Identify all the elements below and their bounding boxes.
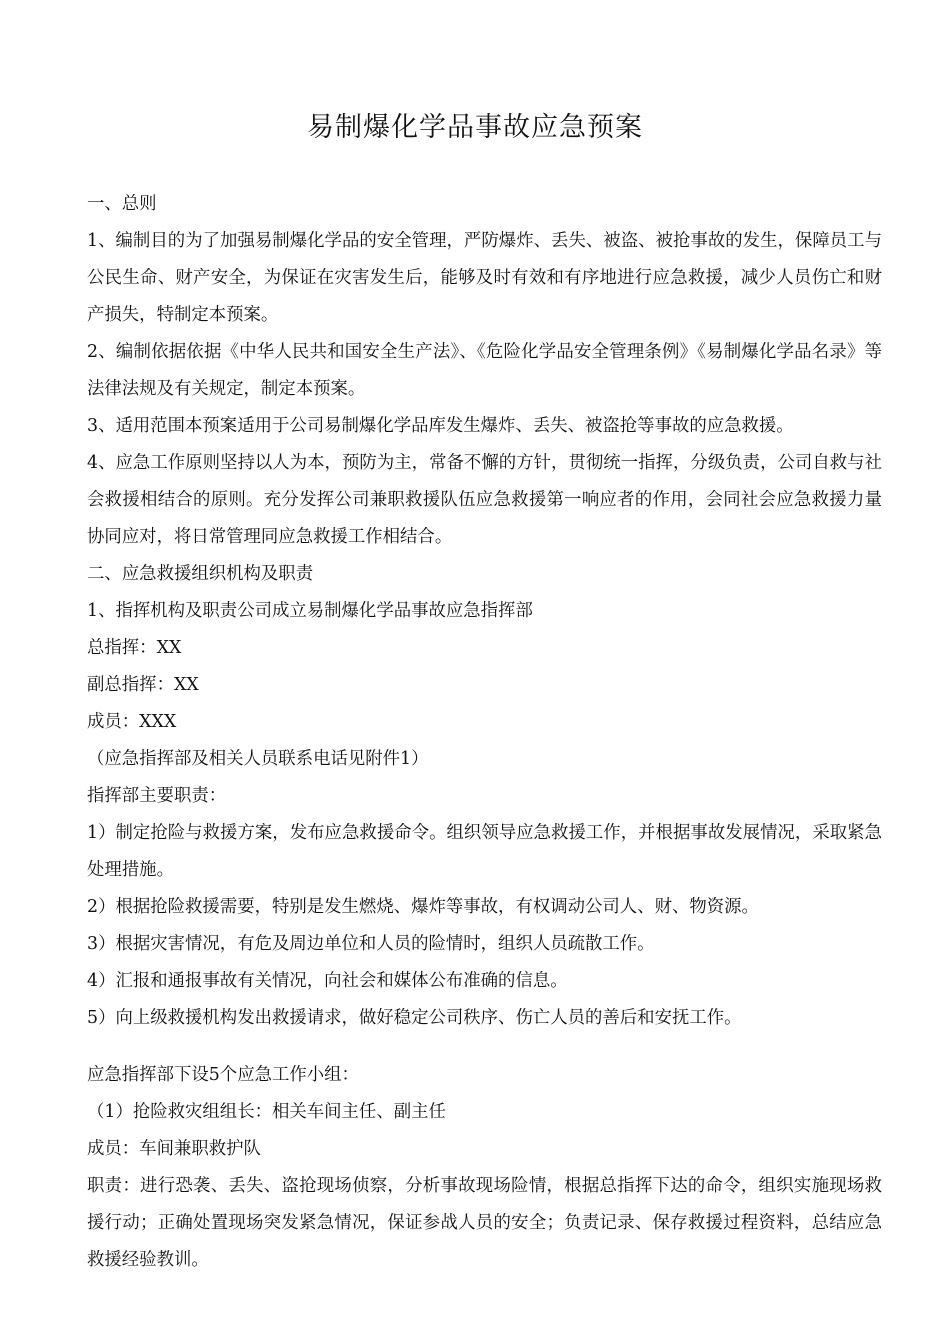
duty-item-5: 5）向上级救援机构发出救援请求，做好稳定公司秩序、伤亡人员的善后和安抚工作。 xyxy=(87,1008,742,1028)
deputy-commander-line: 副总指挥：XX xyxy=(87,675,199,695)
paragraph-principles: 4、应急工作原则坚持以人为本，预防为主，常备不懈的方针，贯彻统一指挥，分级负责，公司自救与社会救援相结合的原则。充分发挥公司兼职救援队伍应急救援第一响应者的作用，会同社会应急救援力量协同应对，将日常管理同应急救援工作相结合。 xyxy=(87,453,882,547)
members-line: 成员：XXX xyxy=(87,712,177,732)
duty-item-3: 3）根据灾害情况，有危及周边单位和人员的险情时，组织人员疏散工作。 xyxy=(87,934,655,954)
duty-item-2: 2）根据抢险救援需要，特别是发生燃烧、爆炸等事故，有权调动公司人、财、物资源。 xyxy=(87,897,759,917)
duty-item-1: 1）制定抢险与救援方案，发布应急救援命令。组织领导应急救援工作，并根据事故发展情况，采取紧急处理措施。 xyxy=(87,823,882,880)
duty-item-4: 4）汇报和通报事故有关情况，向社会和媒体公布准确的信息。 xyxy=(87,971,568,991)
rescue-group-duties: 职责：进行恐袭、丢失、盗抢现场侦察，分析事故现场险情，根据总指挥下达的命令，组织实施现场救援行动；正确处置现场突发紧急情况，保证参战人员的安全；负责记录、保存救援过程资料，总结应急救援经验教训。 xyxy=(87,1176,882,1270)
working-groups-intro: 应急指挥部下设5个应急工作小组： xyxy=(87,1065,359,1085)
paragraph-scope: 3、适用范围本预案适用于公司易制爆化学品库发生爆炸、丢失、被盗抢等事故的应急救援。 xyxy=(87,416,794,436)
spacer xyxy=(87,1037,882,1057)
rescue-group-members: 成员：车间兼职救护队 xyxy=(87,1139,261,1159)
section-heading-general: 一、总则 xyxy=(87,194,157,214)
duties-heading: 指挥部主要职责： xyxy=(87,786,227,806)
contact-note: （应急指挥部及相关人员联系电话见附件1） xyxy=(87,749,429,769)
section-heading-organization: 二、应急救援组织机构及职责 xyxy=(87,564,314,584)
paragraph-command-structure: 1、指挥机构及职责公司成立易制爆化学品事故应急指挥部 xyxy=(87,601,533,621)
document-body xyxy=(87,186,882,1279)
commander-line: 总指挥：XX xyxy=(87,638,182,658)
paragraph-basis: 2、编制依据依据《中华人民共和国安全生产法》、《危险化学品安全管理条例》《易制爆化学品名录》等法律法规及有关规定，制定本预案。 xyxy=(87,342,882,399)
document-title: 易制爆化学品事故应急预案 xyxy=(307,112,643,143)
paragraph-purpose: 1、编制目的为了加强易制爆化学品的安全管理，严防爆炸、丢失、被盗、被抢事故的发生，保障员工与公民生命、财产安全，为保证在灾害发生后，能够及时有效和有序地进行应急救援，减少人员伤亡和财产损失，特制定本预案。 xyxy=(87,231,882,325)
rescue-group-leader: （1）抢险救灾组组长：相关车间主任、副主任 xyxy=(87,1102,446,1122)
